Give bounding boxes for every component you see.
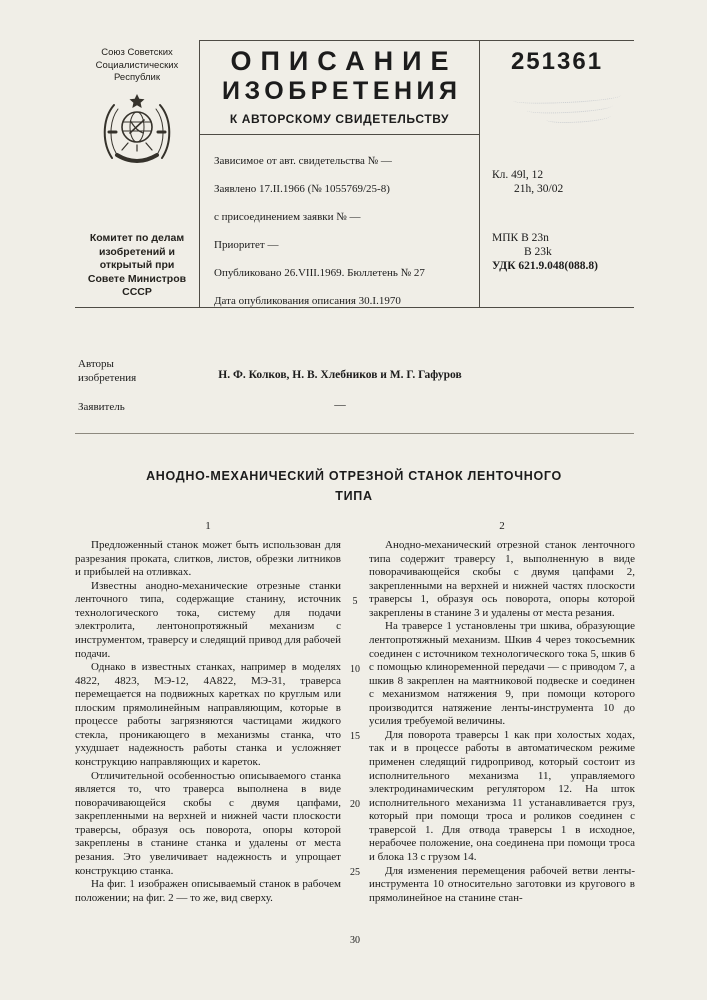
- paragraph: На траверсе 1 установлены три шкива, образующие лентопротяжный механизм. Шкив 4 через токосъемник соединен с источником технологического тока 5, шкив 6 с помощью клиноременной передачи — с приводом 7, а шкив 8 закреплен на маятниковой подвеске и соединен с механизмом натяжения 9, при помощи которого производится натяжение ленты-инструмента 10 до усилия требуемой величины.: [369, 620, 635, 728]
- patent-number: 251361: [510, 48, 604, 75]
- filing-field: Приоритет —: [214, 239, 279, 251]
- paragraph: Известны анодно-механические отрезные станки ленточного типа, содержащие станину, источник технологического тока, систему для подачи электролита, лентонопротяжный механизм с инструментом, траверсу и следящий привод для рабочей подачи.: [75, 579, 341, 660]
- invention-title: [104, 466, 604, 506]
- filing-field: Дата опубликования описания 30.I.1970: [214, 295, 401, 307]
- line-number-gutter: [341, 520, 369, 946]
- paragraph: На фиг. 1 изображен описываемый станок в рабочем положении; на фиг. 2 — то же, вид сверху.: [75, 878, 341, 904]
- class-mpk: МПК В 23n: [492, 232, 549, 244]
- union-label: Союз Советских Социалистических Республик: [95, 47, 179, 83]
- line-number: 5: [352, 595, 358, 607]
- authors-label: Авторы изобретения: [78, 358, 137, 384]
- column-1: [75, 520, 341, 946]
- filing-field: Заявлено 17.II.1966 (№ 1055769/25-8): [214, 183, 390, 195]
- ussr-coat-of-arms-icon: [99, 92, 175, 172]
- column-1-number: 1: [205, 520, 211, 532]
- doc-kind-line1: ОПИСАНИЕ: [230, 46, 458, 76]
- class-mpk2: В 23k: [524, 245, 552, 258]
- header-box: [75, 40, 634, 308]
- line-number: 15: [350, 731, 360, 743]
- line-number: 20: [350, 799, 360, 811]
- invention-title-line2: ТИПА: [335, 489, 373, 503]
- line-number: 30: [350, 934, 360, 946]
- filing-field: с присоединением заявки № —: [214, 211, 361, 223]
- line-number: 10: [350, 663, 360, 675]
- paragraph: Предложенный станок может быть использован для разрезания проката, слитков, листов, обрезки литников и прибылей на отливках.: [75, 539, 341, 579]
- number-column: [480, 40, 634, 307]
- doc-subtitle: К АВТОРСКОМУ СВИДЕТЕЛЬСТВУ: [200, 112, 479, 135]
- column-2: [369, 520, 635, 946]
- filing-fields: [214, 155, 479, 308]
- authors-names: Н. Ф. Колков, Н. В. Хлебников и М. Г. Гафуров: [218, 369, 462, 381]
- class-kl: Кл. 49l, 12: [492, 169, 544, 181]
- class-kl2: 21h, 30/02: [514, 182, 564, 195]
- paragraph: Для поворота траверсы 1 как при холостых ходах, так и в процессе работы в автоматическом режиме применен следящий гидропривод, который состоит из исполнительного механизма 11, управляемого электродинамическим регулятором 12. На шток исполнительного механизма 11 устанавливается груз, который при помощи троса и роликов соединен с траверсой 1. Для отвода траверсы 1 в исходное, нерабочее положение, она соединена при помощи троса и блока 13 с грузом 14.: [369, 728, 635, 863]
- column-1-paragraphs: [75, 539, 341, 905]
- filing-field: Опубликовано 26.VIII.1969. Бюллетень № 27: [214, 267, 425, 279]
- line-number: 25: [350, 866, 360, 878]
- paragraph: Анодно-механический отрезной станок ленточного типа содержит траверсу 1, выполненную в виде поворачивающейся скобы с двумя цапфами 2, закрепленными на верхней и нижней частях плоскости траверсы 1, образуя ось поворота, опоры которой закреплены в станине 3 и удалены от места резания.: [369, 539, 635, 619]
- applicant-label: Заявитель: [78, 401, 125, 413]
- paragraph: Однако в известных станках, например в моделях 4822, 4823, МЭ-12, 4А822, МЭ-31, траверса перемещается на подвижных каретках по круглым или плоским прямолинейным направляющим, которые в процессе работы загрязняются частицами жидкого стекла, проникающего в механизмы станка, что ухудшает надежность работы станка и усложняет конструкцию направляющих и кареток.: [75, 661, 341, 768]
- column-2-paragraphs: [369, 539, 635, 905]
- masthead-column: [75, 40, 200, 307]
- classification-block: [492, 169, 598, 274]
- section-divider: [75, 433, 634, 434]
- description-column: [200, 40, 480, 307]
- filing-field: Зависимое от авт. свидетельства № —: [214, 155, 392, 167]
- paragraph: Для изменения перемещения рабочей ветви ленты-инструмента 10 относительно заготовки из кругового в прямолинейное на станине стан-: [369, 864, 635, 904]
- column-2-number: 2: [499, 520, 505, 532]
- paragraph: Отличительной особенностью описываемого станка является то, что траверса выполнена в виде поворачивающейся скобы с двумя цапфами, закрепленными на верхней и нижней части плоскости траверсы, образуя ось поворота, опоры которой закреплены в станине станка и удалены от места резания. Это увеличивает надежность и упрощает конструкцию станка.: [75, 769, 341, 877]
- doc-kind-line2: ИЗОБРЕТЕНИЯ: [221, 77, 462, 105]
- body-columns: [75, 520, 635, 946]
- faint-stamp: [513, 91, 623, 147]
- class-udk: УДК 621.9.048(088.8): [492, 260, 598, 272]
- applicant-value: —: [334, 399, 346, 411]
- invention-title-line1: АНОДНО-МЕХАНИЧЕСКИЙ ОТРЕЗНОЙ СТАНОК ЛЕНТОЧНОГО: [146, 469, 562, 483]
- committee-label: Комитет по делам изобретений и открытый при Совете Министров СССР: [87, 232, 187, 298]
